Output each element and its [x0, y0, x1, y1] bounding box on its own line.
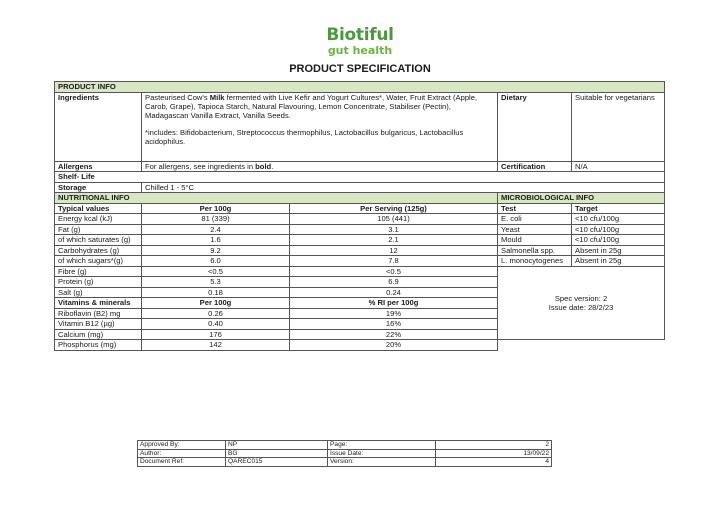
- storage-value: Chilled 1 - 5°C: [142, 182, 665, 193]
- nutrient-name: Fibre (g): [55, 266, 142, 277]
- vitamin-ri: 16%: [290, 319, 498, 330]
- micro-test: E. coli: [498, 214, 572, 225]
- micro-col-header: Test: [498, 203, 572, 214]
- allergens-label: Allergens: [55, 161, 142, 172]
- vitamin-per-100g: 0.40: [142, 319, 290, 330]
- nutrition-header: NUTRITIONAL INFO: [55, 193, 498, 204]
- brand-logo: [0, 27, 720, 56]
- micro-header: MICROBIOLOGICAL INFO: [498, 193, 665, 204]
- nutrient-name: Salt (g): [55, 287, 142, 298]
- doc-value: BG: [226, 449, 328, 458]
- vitamin-name: Riboflavin (B2) mg: [55, 308, 142, 319]
- ingredients-label: Ingredients: [55, 92, 142, 161]
- nutrition-col-header: Typical values: [55, 203, 142, 214]
- micro-target: <10 cfu/100g: [572, 224, 665, 235]
- nutrition-col-header: Per Serving (125g): [290, 203, 498, 214]
- micro-target: <10 cfu/100g: [572, 235, 665, 246]
- logo-line-2: gut health: [327, 44, 393, 57]
- nutrient-name: Carbohydrates (g): [55, 245, 142, 256]
- micro-target: <10 cfu/100g: [572, 214, 665, 225]
- nutrient-per-100g: 6.0: [142, 256, 290, 267]
- ingredients-note: *includes: Bifidobacterium, Streptococcus thermophilus, Lactobacillus bulgaricus, Lactobacillus acidophilus.: [145, 127, 464, 146]
- dietary-label: Dietary: [498, 92, 572, 161]
- spec-version-cell: [498, 266, 665, 340]
- vitamin-per-100g: 0.26: [142, 308, 290, 319]
- vitamin-per-100g: 176: [142, 329, 290, 340]
- doc-label: Author:: [138, 449, 226, 458]
- document-control-row: [138, 441, 552, 450]
- micro-test: L. monocytogenes: [498, 256, 572, 267]
- nutrient-name: Energy kcal (kJ): [55, 214, 142, 225]
- doc-value: 2: [436, 441, 552, 450]
- nutrient-per-100g: 81 (339): [142, 214, 290, 225]
- document-control-row: [138, 449, 552, 458]
- nutrient-per-100g: <0.5: [142, 266, 290, 277]
- nutrient-per-100g: 2.4: [142, 224, 290, 235]
- certification-label: Certification: [498, 161, 572, 172]
- doc-value: 4: [436, 458, 552, 467]
- doc-value: NP: [226, 441, 328, 450]
- doc-label: Document Ref:: [138, 458, 226, 467]
- micro-test: Yeast: [498, 224, 572, 235]
- nutrition-row: [55, 256, 665, 267]
- nutrient-per-serving: 3.1: [290, 224, 498, 235]
- logo-line-1: Biotiful: [326, 25, 394, 45]
- nutrient-per-serving: <0.5: [290, 266, 498, 277]
- vitamin-name: Calcium (mg): [55, 329, 142, 340]
- ingredients-text: Pasteurised Cow's Milk fermented with Live Kefir and Yogurt Cultures*, Water, Fruit Extract (Apple, Carob, Grape), Tapioca Starch, Natural Flavouring, Lemon Concentrate, Stabiliser (Pectin), Madagascan Vanilla Extract, Vanilla Seeds. *includes: Bifidobacterium, Streptococcus thermophilus, Lactobacillus bulgaricus, Lactobacillus acidophilus.: [142, 92, 498, 161]
- micro-target: Absent in 25g: [572, 245, 665, 256]
- micro-test: Salmonella spp.: [498, 245, 572, 256]
- nutrient-per-serving: 105 (441): [290, 214, 498, 225]
- vitamins-col-header: Vitamins & minerals: [55, 298, 142, 309]
- vitamin-row: [55, 340, 665, 351]
- doc-label: Approved By:: [138, 441, 226, 450]
- product-info-header: PRODUCT INFO: [55, 82, 665, 93]
- vitamin-ri: 19%: [290, 308, 498, 319]
- nutrition-row: [55, 214, 665, 225]
- vitamin-ri: 20%: [290, 340, 498, 351]
- nutrient-name: Protein (g): [55, 277, 142, 288]
- spec-version: Spec version: 2: [554, 293, 608, 303]
- storage-label: Storage: [55, 182, 142, 193]
- nutrient-name: of which sugars*(g): [55, 256, 142, 267]
- nutrient-per-100g: 1.6: [142, 235, 290, 246]
- nutrient-name: of which saturates (g): [55, 235, 142, 246]
- spec-table: [54, 81, 665, 351]
- nutrition-row: [55, 224, 665, 235]
- nutrient-name: Fat (g): [55, 224, 142, 235]
- certification-value: N/A: [572, 161, 665, 172]
- vitamin-name: Phosphorus (mg): [55, 340, 142, 351]
- issue-date: Issue date: 28/2/23: [548, 302, 614, 312]
- nutrition-row: [55, 245, 665, 256]
- micro-target: Absent in 25g: [572, 256, 665, 267]
- page-title: PRODUCT SPECIFICATION: [289, 63, 431, 75]
- vitamin-name: Vitamin B12 (µg): [55, 319, 142, 330]
- vitamins-col-header: Per 100g: [142, 298, 290, 309]
- vitamin-ri: 22%: [290, 329, 498, 340]
- allergens-text: For allergens, see ingredients in bold.: [142, 161, 498, 172]
- document-control-row: [138, 458, 552, 467]
- micro-col-header: Target: [572, 203, 665, 214]
- doc-value: QAREC015: [226, 458, 328, 467]
- nutrient-per-serving: 6.9: [290, 277, 498, 288]
- vitamin-per-100g: 142: [142, 340, 290, 351]
- nutrient-per-serving: 12: [290, 245, 498, 256]
- vitamins-col-header: % RI per 100g: [290, 298, 498, 309]
- doc-value: 13/09/22: [436, 449, 552, 458]
- document-control-table: [137, 440, 552, 467]
- nutrient-per-serving: 0.24: [290, 287, 498, 298]
- nutrition-row: [55, 266, 665, 277]
- nutrient-per-100g: 9.2: [142, 245, 290, 256]
- doc-label: Page:: [328, 441, 436, 450]
- nutrition-col-header: Per 100g: [142, 203, 290, 214]
- nutrient-per-100g: 5.3: [142, 277, 290, 288]
- doc-label: Version:: [328, 458, 436, 467]
- nutrient-per-serving: 7.8: [290, 256, 498, 267]
- nutrition-row: [55, 235, 665, 246]
- shelf-life-label: Shelf- Life: [55, 172, 665, 183]
- nutrient-per-serving: 2.1: [290, 235, 498, 246]
- nutrient-per-100g: 0.18: [142, 287, 290, 298]
- micro-test: Mould: [498, 235, 572, 246]
- doc-label: Issue Date:: [328, 449, 436, 458]
- dietary-value: Suitable for vegetarians: [572, 92, 665, 161]
